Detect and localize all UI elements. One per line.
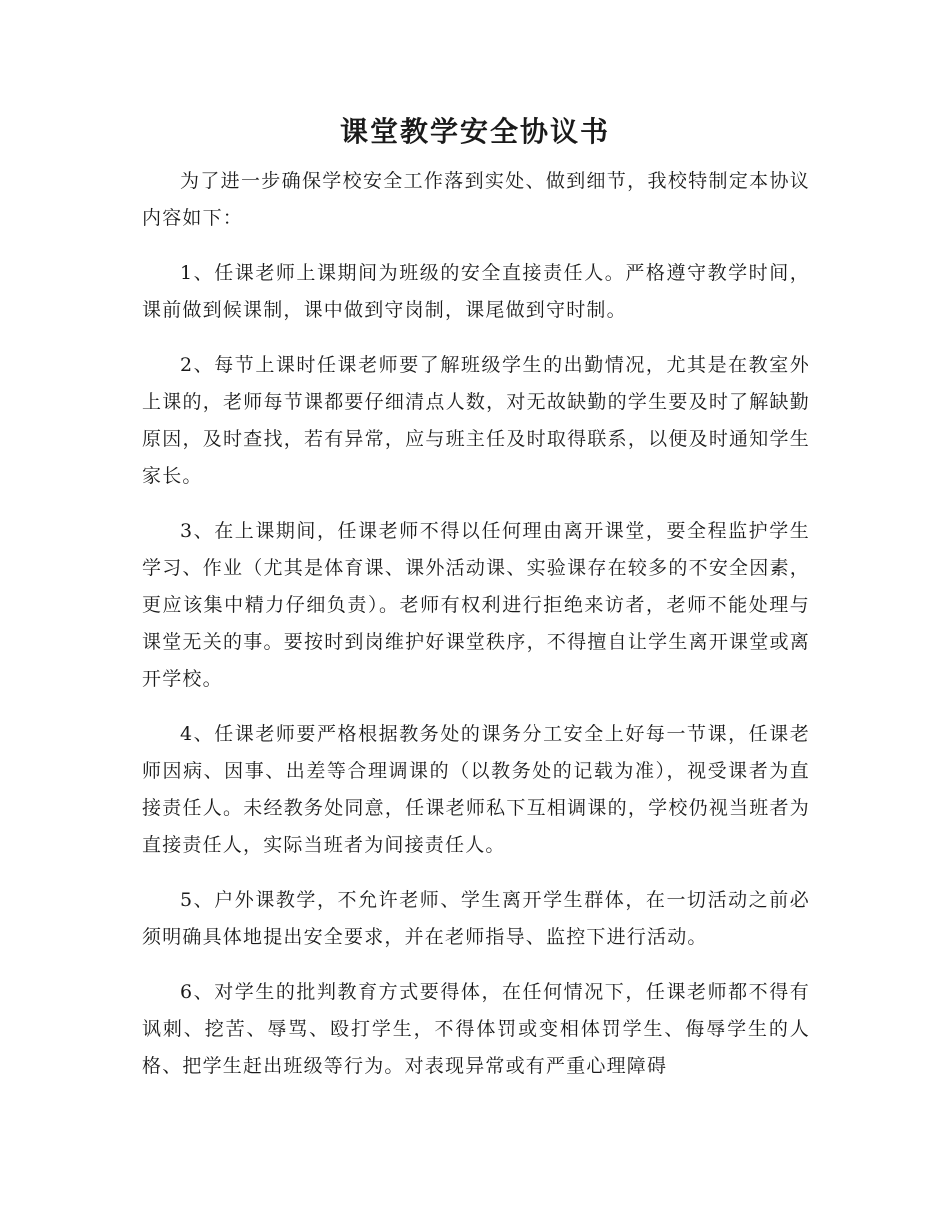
paragraph-clause-5: 5、户外课教学，不允许老师、学生离开学生群体，在一切活动之前必须明确具体地提出安全要求，并在老师指导、监控下进行活动。 bbox=[142, 889, 810, 948]
paragraph-clause-2: 2、每节上课时任课老师要了解班级学生的出勤情况，尤其是在教室外上课的，老师每节课都要仔细清点人数，对无故缺勤的学生要及时了解缺勤原因，及时查找，若有异常，应与班主任及时取得联系，以便及时通知学生家长。 bbox=[142, 354, 810, 487]
document-body bbox=[142, 163, 810, 1103]
paragraph-clause-1: 1、任课老师上课期间为班级的安全直接责任人。严格遵守教学时间，课前做到候课制，课中做到守岗制，课尾做到守时制。 bbox=[142, 262, 810, 321]
paragraph-clause-3: 3、在上课期间，任课老师不得以任何理由离开课堂，要全程监护学生学习、作业（尤其是体育课、课外活动课、实验课存在较多的不安全因素，更应该集中精力仔细负责）。老师有权利进行拒绝来访者，老师不能处理与课堂无关的事。要按时到岗维护好课堂秩序，不得擅自让学生离开课堂或离开学校。 bbox=[142, 520, 810, 690]
paragraph-intro: 为了进一步确保学校安全工作落到实处、做到细节，我校特制定本协议内容如下： bbox=[142, 170, 810, 229]
paragraph-clause-6: 6、对学生的批判教育方式要得体，在任何情况下，任课老师都不得有讽刺、挖苦、辱骂、殴打学生，不得体罚或变相体罚学生、侮辱学生的人格、把学生赶出班级等行为。对表现异常或有严重心理障碍 bbox=[142, 981, 810, 1077]
paragraph-clause-4: 4、任课老师要严格根据教务处的课务分工安全上好每一节课，任课老师因病、因事、出差等合理调课的（以教务处的记载为准），视受课者为直接责任人。未经教务处同意，任课老师私下互相调课的，学校仍视当班者为直接责任人，实际当班者为间接责任人。 bbox=[142, 723, 810, 856]
document-title: 课堂教学安全协议书 bbox=[339, 115, 610, 148]
